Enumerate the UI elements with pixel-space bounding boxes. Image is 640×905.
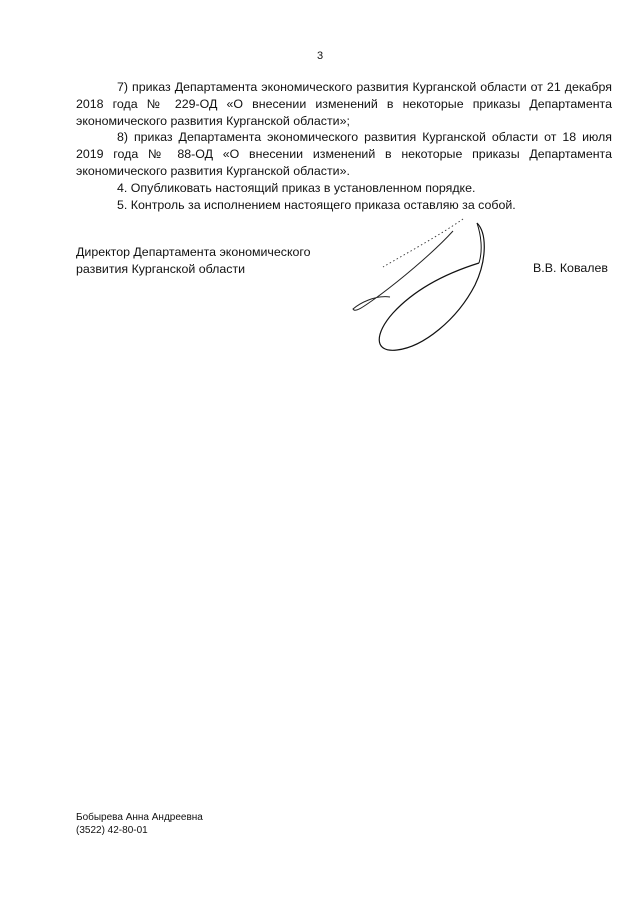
executor-name: Бобырева Анна Андреевна <box>76 812 203 823</box>
executor-phone: (3522) 42-80-01 <box>76 825 148 836</box>
signer-name: В.В. Ковалев <box>532 261 608 275</box>
handwritten-signature <box>335 205 505 365</box>
signer-position-line2: развития Курганской области <box>76 262 246 276</box>
paragraph-publish: 4. Опубликовать настоящий приказ в установленном порядке. <box>117 180 476 195</box>
contact-block <box>76 811 203 837</box>
signer-position-line1: Директор Департамента экономического <box>76 245 311 259</box>
paragraph-item-7: 7) приказ Департамента экономического развития Курганской области от 21 декабря 2018 года № 229-ОД «О внесении изменений в некоторые приказы Департамента экономического развития Курганской области»; <box>76 80 612 128</box>
signer-position <box>76 244 376 278</box>
page-number: 3 <box>316 50 324 62</box>
document-body <box>76 79 612 213</box>
paragraph-item-8: 8) приказ Департамента экономического развития Курганской области от 18 июля 2019 года № 88-ОД «О внесении изменений в некоторые приказы Департамента экономического развития Курганской области». <box>76 130 612 178</box>
paragraph-control: 5. Контроль за исполнением настоящего приказа оставляю за собой. <box>117 197 516 212</box>
